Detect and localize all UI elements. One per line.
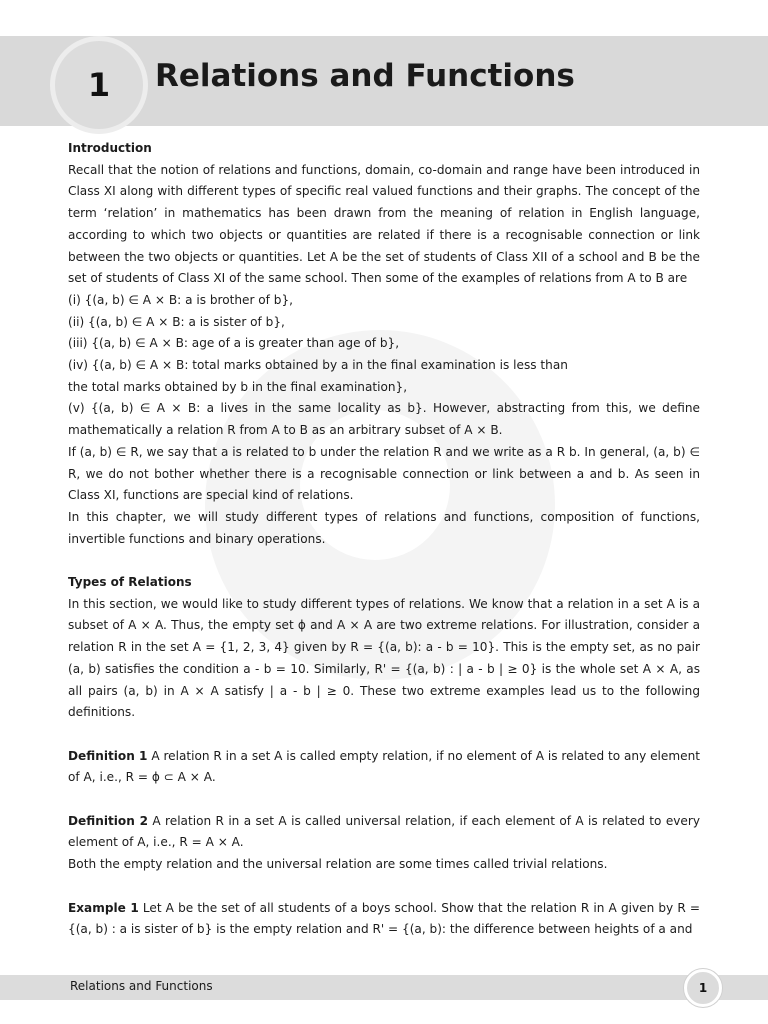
definition-label: Definition 2 xyxy=(68,813,148,828)
section-heading-types: Types of Relations xyxy=(68,575,192,590)
example-1 xyxy=(68,898,700,941)
chapter-title: Relations and Functions xyxy=(155,58,575,94)
relation-example-item: (iv) {(a, b) ∈ A × B: total marks obtained by a in the final examination is less than xyxy=(68,358,568,373)
trivial-relations-note: Both the empty relation and the universal relation are some times called trivial relations. xyxy=(68,857,608,872)
page-number-badge xyxy=(684,969,722,1007)
relation-example-item: (iii) {(a, b) ∈ A × B: age of a is greater than age of b}, xyxy=(68,336,400,351)
types-paragraph: In this section, we would like to study different types of relations. We know that a relation in a set A is a subset of A × A. Thus, the empty set ϕ and A × A are two extreme relations. For illustration, consider a relation R in the set A = {1, 2, 3, 4} given by R = {(a, b): a - b = 10}. This is the empty set, as no pair (a, b) satisfies the condition a - b = 10. Similarly, R' = {(a, b) : | a - b | ≥ 0} is the whole set A × A, as all pairs (a, b) in A × A satisfy | a - b | ≥ 0. These two extreme examples lead us to the following definitions. xyxy=(68,596,700,720)
relation-example-item: (i) {(a, b) ∈ A × B: a is brother of b}, xyxy=(68,292,294,307)
chapter-number: 1 xyxy=(87,66,111,104)
relation-example-item: the total marks obtained by b in the final examination}, xyxy=(68,379,408,394)
relation-example-item: (ii) {(a, b) ∈ A × B: a is sister of b}, xyxy=(68,314,285,329)
definition-1 xyxy=(68,746,700,789)
section-heading-introduction: Introduction xyxy=(68,141,152,155)
definition-label: Definition 1 xyxy=(68,748,148,763)
chapter-number-badge xyxy=(50,36,148,134)
definition-text: A relation R in a set A is called empty relation, if no element of A is related to any element of A, i.e., R = ϕ ⊂ A × A. xyxy=(68,748,700,785)
intro-paragraph: In this chapter, we will study different types of relations and functions, composition of functions, invertible functions and binary operations. xyxy=(68,509,700,546)
page-number: 1 xyxy=(698,981,708,995)
running-title: Relations and Functions xyxy=(70,979,213,993)
example-text: Let A be the set of all students of a boys school. Show that the relation R in A given by R = {(a, b) : a is sister of b} is the empty relation and R' = {(a, b): the difference between heights of a and xyxy=(68,900,700,937)
example-label: Example 1 xyxy=(68,900,139,915)
relation-example-item: (v) {(a, b) ∈ A × B: a lives in the same locality as b}. However, abstracting from this, we define mathematically a relation R from A to B as an arbitrary subset of A × B. xyxy=(68,401,700,438)
page-body xyxy=(68,138,700,941)
definition-text: A relation R in a set A is called universal relation, if each element of A is related to every element of A, i.e., R = A × A. xyxy=(68,813,700,850)
definition-2 xyxy=(68,811,700,854)
intro-paragraph: If (a, b) ∈ R, we say that a is related to b under the relation R and we write as a R b. In general, (a, b) ∈ R, we do not bother whether there is a recognisable connection or link between a and b. As seen in Class XI, functions are special kind of relations. xyxy=(68,444,700,503)
intro-paragraph: Recall that the notion of relations and functions, domain, co-domain and range have been introduced in Class XI along with different types of specific real valued functions and their graphs. The concept of the term ‘relation’ in mathematics has been drawn from the meaning of relation in English language, according to which two objects or quantities are related if there is a recognisable connection or link between the two objects or quantities. Let A be the set of students of Class XII of a school and B be the set of students of Class XI of the same school. Then some of the examples of relations from A to B are xyxy=(68,162,700,286)
